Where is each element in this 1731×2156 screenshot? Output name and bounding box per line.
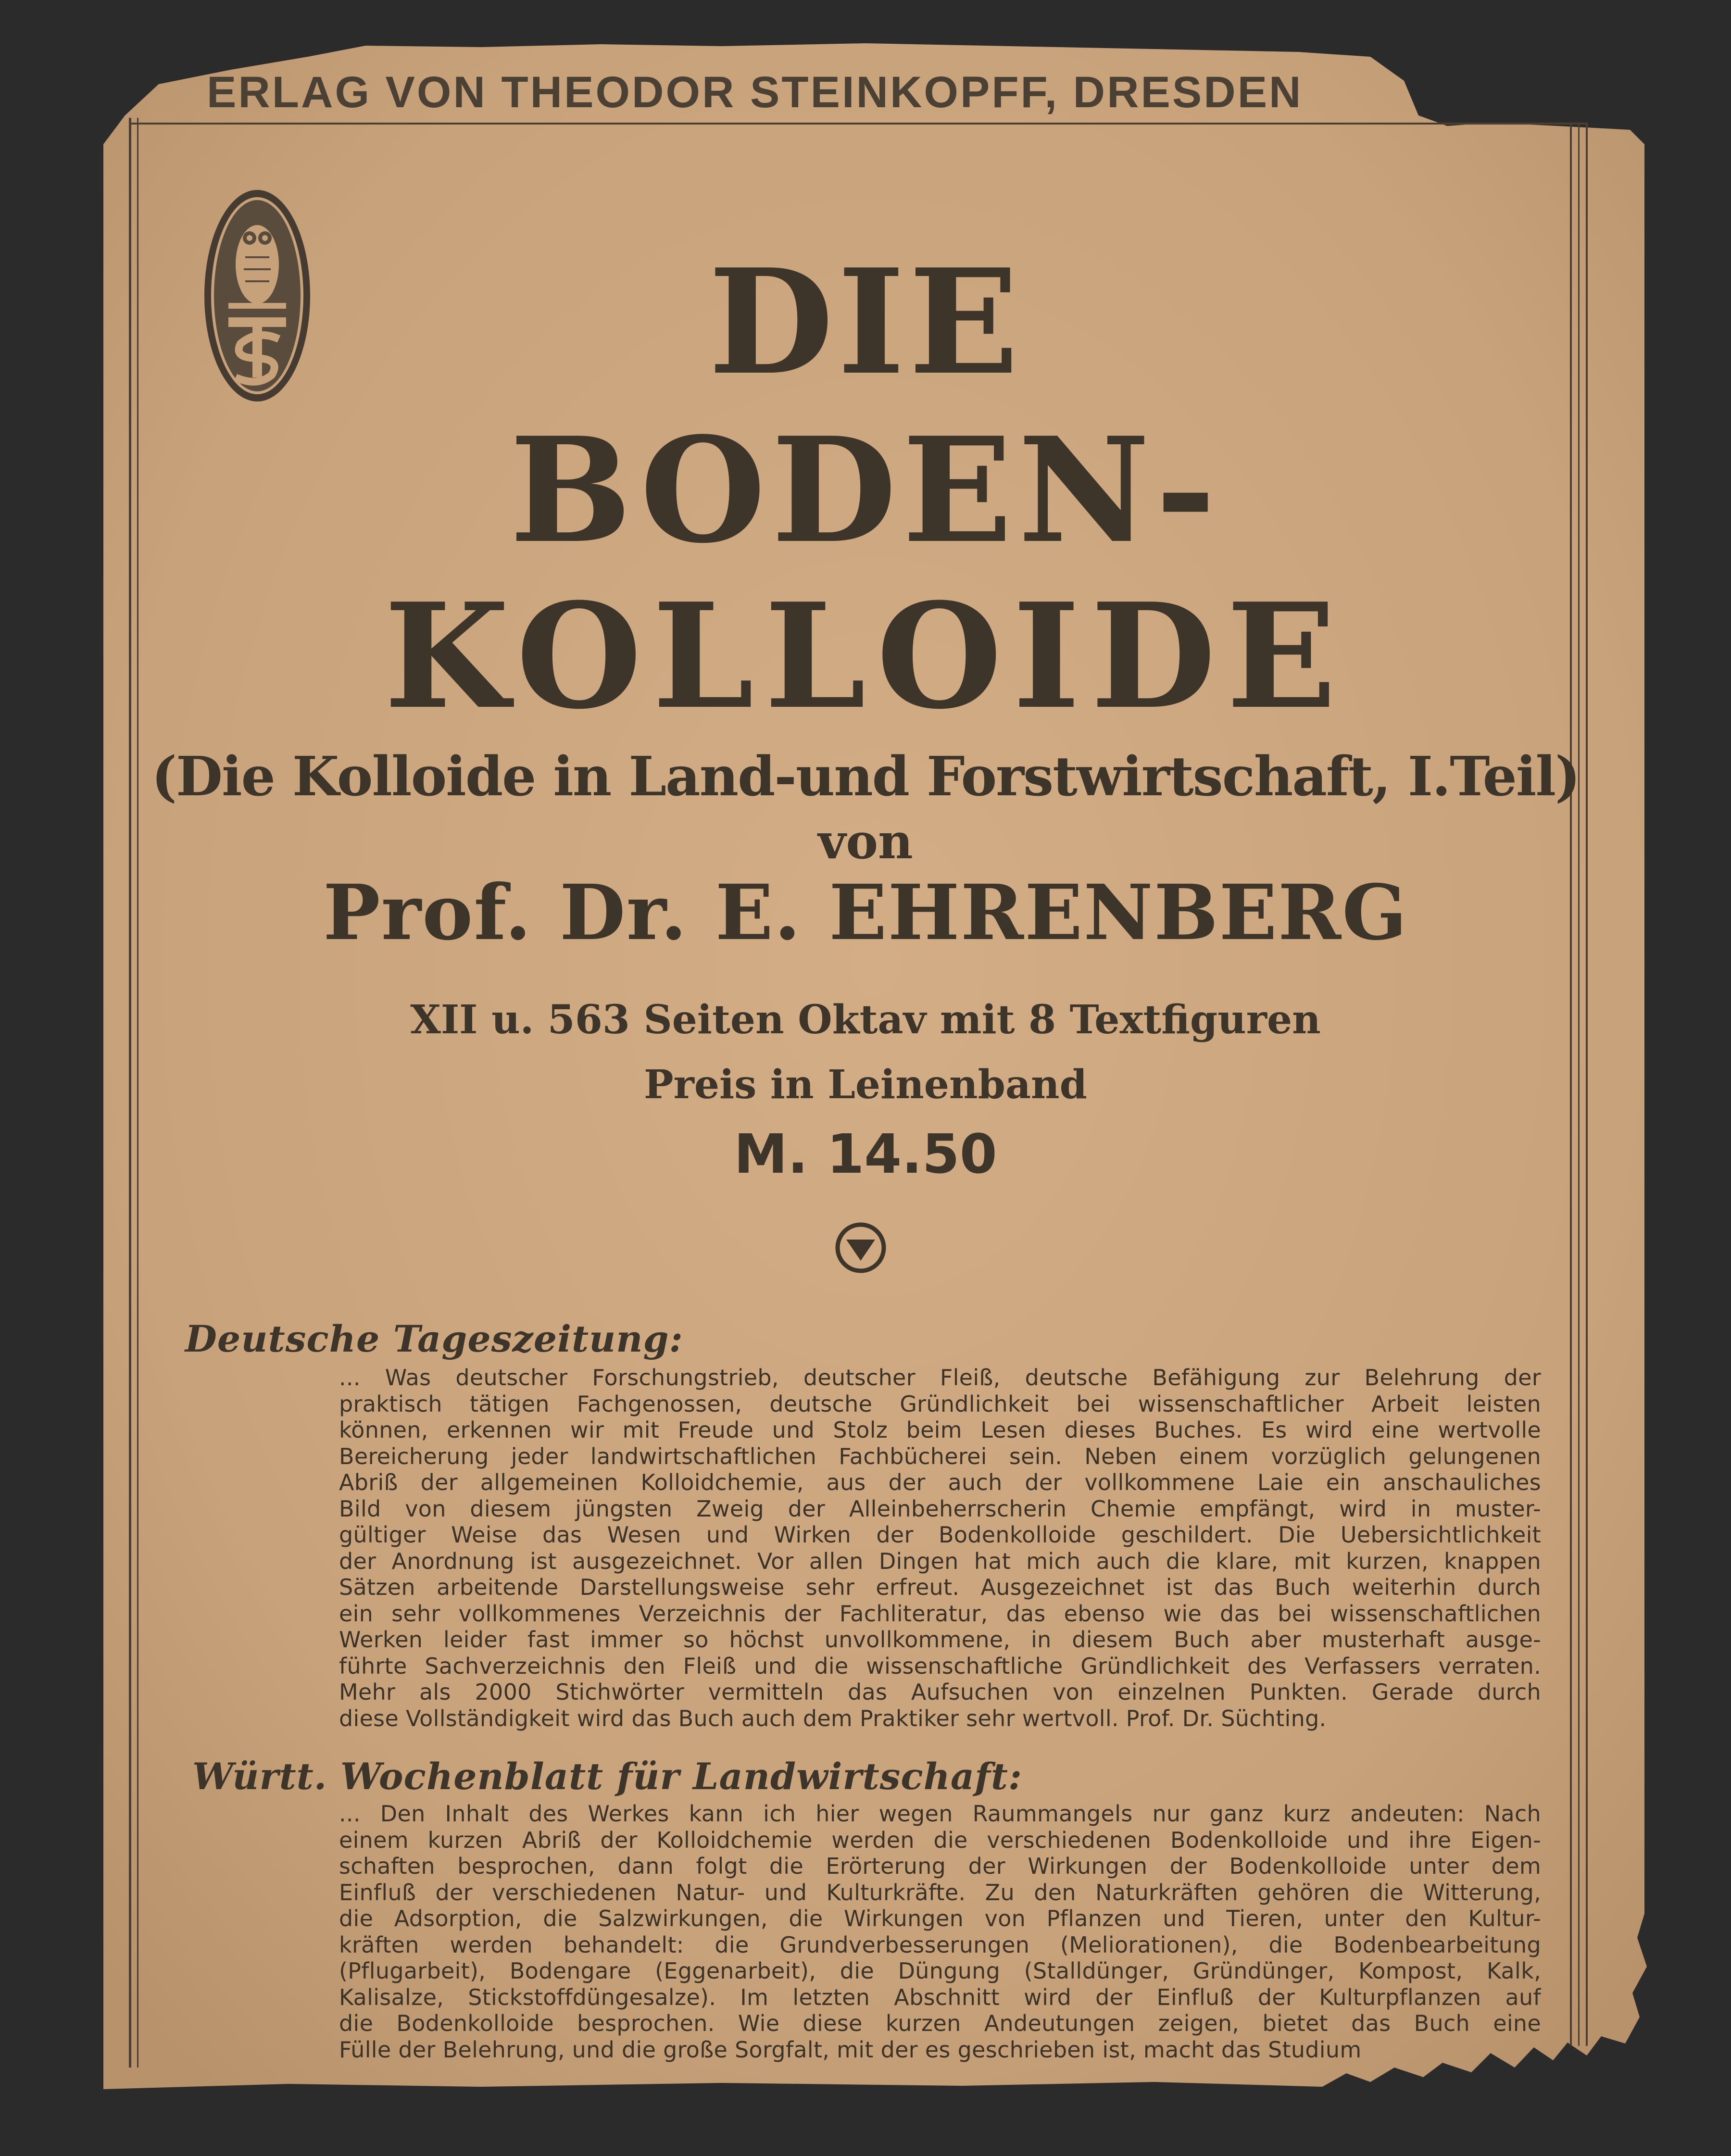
review-line: einem kurzen Abriß der Kolloidchemie werden die verschiedenen Bodenkolloide und ihre Eigen- [339, 1827, 1541, 1853]
price-label: Preis in Leinenband [643, 1062, 1088, 1108]
review-line: Werken leider fast immer so höchst unvollkommene, in diesem Buch aber musterhaft ausge- [339, 1627, 1541, 1653]
title-line-3: KOLLOIDE [384, 571, 1347, 741]
review-line: der Anordnung ist ausgezeichnet. Vor allen Dingen hat mich auch die klare, mit kurzen, knappen [339, 1548, 1541, 1574]
review-line: (Pflugarbeit), Bodengare (Eggenarbeit), die Düngung (Stalldünger, Gründünger, Kompost, Kalk, [339, 1958, 1541, 1984]
review-line: kräften werden behandelt: die Grundverbesserungen (Meliorationen), die Bodenbearbeitung [339, 1931, 1541, 1958]
review-line: praktisch tätigen Fachgenossen, deutsche Gründlichkeit bei wissenschaftlicher Arbeit leisten [339, 1391, 1541, 1417]
review-line: gültiger Weise das Wesen und Wirken der Bodenkolloide geschildert. Die Uebersichtlichkeit [339, 1522, 1541, 1548]
review-line: ein sehr vollkommenes Verzeichnis der Fachliteratur, das ebenso wie das bei wissenschaftlichen [339, 1600, 1541, 1627]
review-body [339, 1365, 1541, 1731]
review-source-heading: Württ. Wochenblatt für Landwirtschaft: [192, 1755, 1022, 1798]
review-line: Bereicherung jeder landwirtschaftlichen Fachbücherei sein. Neben einem vorzüglich gelungenen [339, 1443, 1541, 1469]
title-line-1: DIE [708, 237, 1023, 407]
review-line: Kalisalze, Stickstoffdüngesalze). Im letzten Abschnitt wird der Einfluß der Kulturpflanzen auf [339, 1984, 1541, 2010]
border-rule-left-outer [129, 118, 131, 2068]
review-line: ... Was deutscher Forschungstrieb, deutscher Fleiß, deutsche Befähigung zur Belehrung der [339, 1365, 1541, 1391]
review-line: führte Sachverzeichnis den Fleiß und die wissenschaftliche Gründlichkeit des Verfassers verraten. [339, 1653, 1541, 1679]
down-triangle-circle-icon [834, 1221, 887, 1274]
author-name: Prof. Dr. E. EHRENBERG [323, 868, 1408, 957]
review-line: die Bodenkolloide besprochen. Wie diese kurzen Andeutungen zeigen, bietet das Buch eine [339, 2010, 1541, 2036]
review-line: Bild von diesem jüngsten Zweig der Alleinbeherrscherin Chemie empfängt, wird in muster- [339, 1495, 1541, 1522]
review-line: können, erkennen wir mit Freude und Stolz beim Lesen dieses Buches. Es wird eine wertvolle [339, 1417, 1541, 1443]
review-body [339, 1801, 1541, 2070]
price-value: M. 14.50 [734, 1123, 997, 1186]
review-line: Sätzen arbeitende Darstellungsweise sehr erfreut. Ausgezeichnet ist das Buch weiterhin durch [339, 1574, 1541, 1600]
review-line: die Adsorption, die Salzwirkungen, die Wirkungen von Pflanzen und Tieren, unter den Kultur- [339, 1905, 1541, 1931]
review-line: Einfluß der verschiedenen Natur- und Kulturkräfte. Zu den Naturkräften gehören die Witterung, [339, 1879, 1541, 1905]
border-rule-left-inner [137, 118, 138, 2068]
review-line: ... Den Inhalt des Werkes kann ich hier wegen Raummangels nur ganz kurz andeuten: Nach [339, 1801, 1541, 1827]
review-line: Mehr als 2000 Stichwörter vermitteln das Aufsuchen von einzelnen Punkten. Gerade durch [339, 1679, 1541, 1705]
pages-info: XII u. 563 Seiten Oktav mit 8 Textfiguren [410, 997, 1321, 1043]
publisher-strip: ERLAG VON THEODOR STEINKOPFF, DRESDEN [207, 68, 1303, 117]
review-line: schaften besprochen, dann folgt die Erörterung der Wirkungen der Bodenkolloide unter dem [339, 1853, 1541, 1879]
title-line-2: BODEN- [509, 405, 1221, 575]
review-source-heading: Deutsche Tageszeitung: [185, 1317, 683, 1360]
review-line: diese Vollständigkeit wird das Buch auch dem Praktiker sehr wertvoll. Prof. Dr. Süchting. [339, 1705, 1327, 1731]
subtitle: (Die Kolloide in Land-und Forstwirtschaft, I.Teil) [151, 745, 1580, 808]
review-line: Abriß der allgemeinen Kolloidchemie, aus der auch der vollkommene Laie ein anschauliches [339, 1469, 1541, 1495]
von-label: von [818, 813, 913, 870]
review-line: Fülle der Belehrung, und die große Sorgfalt, mit der es geschrieben ist, macht das Studium [339, 2036, 1362, 2063]
